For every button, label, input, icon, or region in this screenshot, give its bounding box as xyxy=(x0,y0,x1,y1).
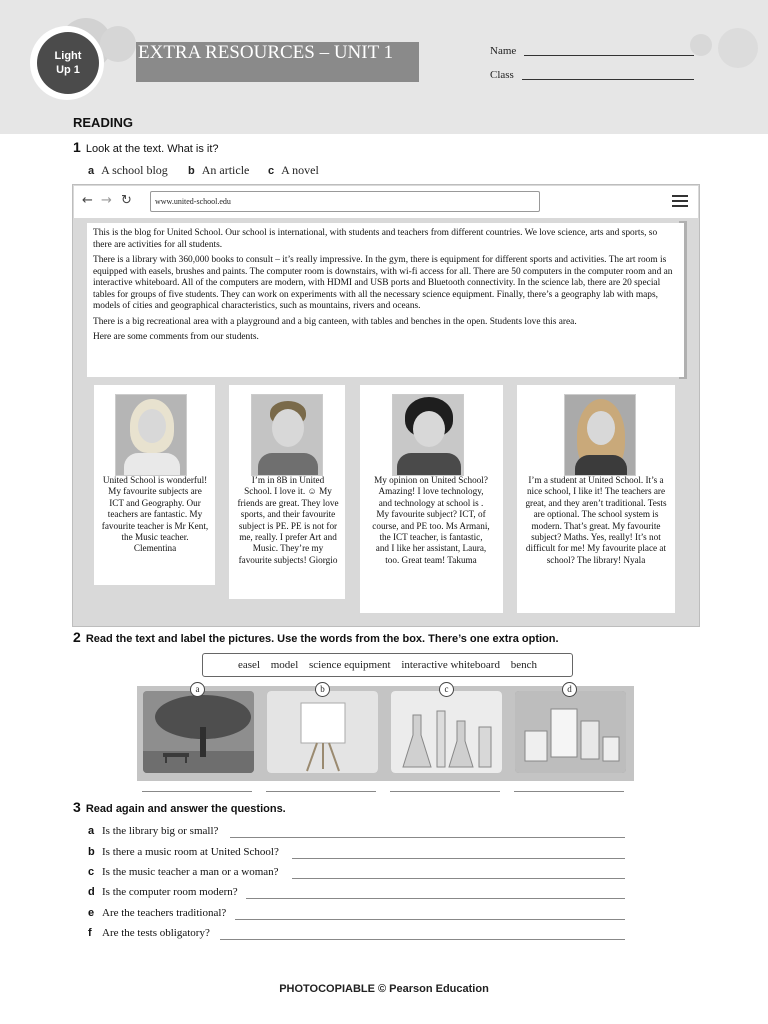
question-letter: a xyxy=(88,825,95,837)
question-letter: d xyxy=(88,886,95,898)
answer-line[interactable] xyxy=(292,878,625,879)
option-letter: a xyxy=(88,165,95,177)
answer-line[interactable] xyxy=(235,919,625,920)
answer-line[interactable] xyxy=(230,837,625,838)
word-option: model xyxy=(270,659,299,671)
word-box xyxy=(202,653,573,677)
question-1 xyxy=(73,139,219,155)
picture-c-science-equipment xyxy=(391,691,502,773)
question-3 xyxy=(73,799,286,815)
name-rule xyxy=(524,55,694,56)
picture-a-tree-bench xyxy=(143,691,254,773)
question-text: Is the library big or small? xyxy=(102,825,219,837)
picture-label-a: a xyxy=(190,682,205,697)
question-1-number: 1 xyxy=(73,139,81,155)
comment-text: I’m a student at United School. It’s a nice school, I like it! The teachers are great, and they aren’t traditional. Tests are optional. The school system is modern. That’s great. My favourite subject? Maths. Yes, really! It’s not difficult for me! My favourite place at school? The library! Nyala xyxy=(525,475,667,565)
question-2-number: 2 xyxy=(73,629,81,645)
blog-paragraph: There is a library with 360,000 books to consult – it’s really impressive. In the gym, there is equipment for different sports and activities. The art room is equipped with easels, brushes and paints. The computer room is downstairs, with wi-fi access for all. There are 50 computers in the computer room and an interactive whiteboard. All of the computers are modern, with HDMI and USB ports and Bluetooth connectivity. In the science lab, there are 20 special tables for groups of five students. They can work on experiments with all the necessary science equipment. Finally, there’s a geography lab with maps, models of cities and geographical characteristics, such as mountains, rivers and oceans. xyxy=(93,255,673,311)
option-text: A school blog xyxy=(101,163,168,177)
question-2 xyxy=(73,629,559,645)
answer-line[interactable] xyxy=(220,939,625,940)
comment-card-2 xyxy=(229,385,345,599)
comment-card-1 xyxy=(94,385,215,585)
answer-line-d[interactable] xyxy=(514,791,624,792)
comment-text: My opinion on United School? Amazing! I love technology, and technology at school is . My favourite subject? ICT, of course, and PE too. Ms Armani, the ICT teacher, is fantastic, and I like her assistant, Laura, too. Great team! Takuma xyxy=(372,475,490,565)
question-letter: c xyxy=(88,866,95,878)
student-photo xyxy=(115,394,187,476)
student-photo xyxy=(564,394,636,476)
option-text: An article xyxy=(201,163,250,177)
question-text: Are the teachers traditional? xyxy=(102,907,227,919)
page-header xyxy=(0,0,768,134)
answer-line-a[interactable] xyxy=(142,791,252,792)
word-option: bench xyxy=(510,659,537,671)
address-bar[interactable]: www.united-school.edu xyxy=(150,191,540,212)
blog-paragraph: This is the blog for United School. Our school is international, with students and teachers from different countries. We love science, arts and sports, so there are activities for all students. xyxy=(93,228,658,250)
section-title: READING xyxy=(73,115,133,130)
question-3c xyxy=(88,866,279,878)
question-letter: f xyxy=(88,927,92,939)
word-option: easel xyxy=(238,659,260,671)
student-photo xyxy=(251,394,323,476)
name-field[interactable] xyxy=(490,45,700,59)
option-letter: b xyxy=(188,165,195,177)
question-text: Is the computer room modern? xyxy=(102,886,238,898)
option-text: A novel xyxy=(281,163,319,177)
student-photo xyxy=(392,394,464,476)
logo-line-2: Up 1 xyxy=(56,64,80,76)
question-3-text: Read again and answer the questions. xyxy=(85,803,286,815)
logo-line-1: Light xyxy=(54,50,82,62)
answer-line[interactable] xyxy=(246,898,625,899)
word-option: science equipment xyxy=(309,659,391,671)
answer-line-c[interactable] xyxy=(390,791,500,792)
name-label: Name xyxy=(490,45,517,57)
decorative-bubble xyxy=(718,28,758,68)
question-letter: b xyxy=(88,846,95,858)
answer-line[interactable] xyxy=(292,858,625,859)
class-field[interactable] xyxy=(490,69,700,83)
question-3-number: 3 xyxy=(73,799,81,815)
comment-card-4 xyxy=(517,385,675,613)
arrow-right-icon[interactable]: → xyxy=(101,193,112,208)
picture-strip xyxy=(137,686,634,781)
menu-icon[interactable] xyxy=(672,195,688,207)
arrow-left-icon[interactable]: ← xyxy=(82,193,93,208)
blog-paragraph: Here are some comments from our students. xyxy=(93,332,259,342)
reload-icon[interactable]: ↻ xyxy=(121,193,132,208)
browser-mockup xyxy=(72,184,700,627)
browser-toolbar xyxy=(74,186,698,218)
picture-d-model xyxy=(515,691,626,773)
picture-label-b: b xyxy=(315,682,330,697)
word-option: interactive whiteboard xyxy=(401,659,500,671)
question-3f xyxy=(88,927,210,939)
picture-label-d: d xyxy=(562,682,577,697)
footer-copyright: PHOTOCOPIABLE © Pearson Education xyxy=(279,983,489,995)
class-label: Class xyxy=(490,69,514,81)
blog-text xyxy=(87,223,684,377)
option-a[interactable] xyxy=(88,163,168,178)
question-3b xyxy=(88,846,279,858)
blog-paragraph: There is a big recreational area with a playground and a big canteen, with tables and benches in the open. Students love this area. xyxy=(93,316,577,327)
question-text: Is the music teacher a man or a woman? xyxy=(102,866,279,878)
option-b[interactable] xyxy=(188,163,249,178)
question-3e xyxy=(88,907,226,919)
question-1-text: Look at the text. What is it? xyxy=(85,143,219,155)
answer-line-b[interactable] xyxy=(266,791,376,792)
class-rule xyxy=(522,79,694,80)
picture-label-c: c xyxy=(439,682,454,697)
option-letter: c xyxy=(268,165,275,177)
question-2-text: Read the text and label the pictures. Use the words from the box. There’s one extra option. xyxy=(85,633,559,645)
option-c[interactable] xyxy=(268,163,319,178)
decorative-bubble xyxy=(100,26,136,62)
question-3d xyxy=(88,886,238,898)
question-text: Is there a music room at United School? xyxy=(102,846,279,858)
comment-text: I’m in 8B in United School. I love it. ☺ My friends are great. They love sports, and their favourite subject is PE. PE is not for me, really. I prefer Art and Music. They’re my favourite subjects! Giorgio xyxy=(237,475,339,565)
question-text: Are the tests obligatory? xyxy=(102,927,210,939)
comment-text: United School is wonderful! My favourite subjects are ICT and Geography. Our teachers are fantastic. My favourite teacher is Mr Kent, the Music teacher. Clementina xyxy=(101,475,209,554)
question-3a xyxy=(88,825,218,837)
worksheet-title: EXTRA RESOURCES – UNIT 1 xyxy=(136,42,419,82)
picture-b-easel xyxy=(267,691,378,773)
question-letter: e xyxy=(88,907,95,919)
course-logo xyxy=(37,32,99,94)
comment-card-3 xyxy=(360,385,503,613)
